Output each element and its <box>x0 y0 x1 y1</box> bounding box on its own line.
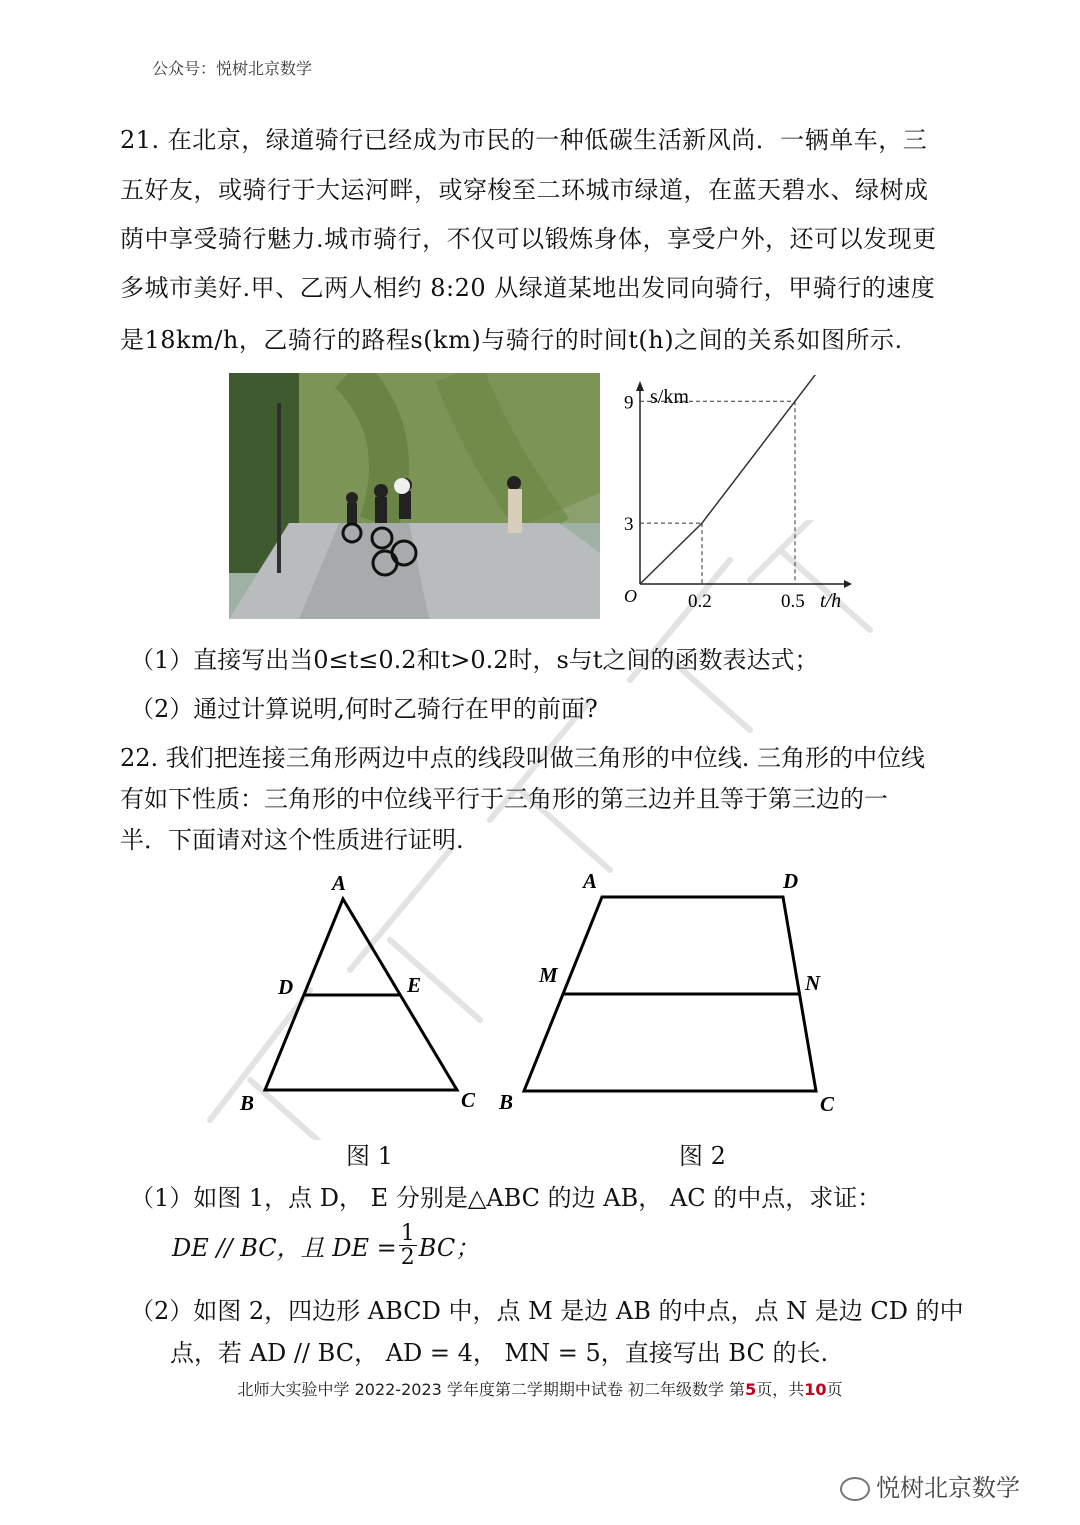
x-axis-arrow <box>844 580 852 588</box>
label-d: D <box>278 975 294 999</box>
q21-line-3: 荫中享受骑行魅力.城市骑行，不仅可以锻炼身体，享受户外，还可以发现更 <box>120 225 937 253</box>
figure-2-trapezoid <box>495 866 845 1122</box>
label-e: E <box>407 973 422 997</box>
label-c: C <box>461 1088 476 1112</box>
label-a: A <box>583 869 598 893</box>
q21-line-2: 五好友，或骑行于大运河畔，或穿梭至二环城市绿道，在蓝天碧水、绿树成 <box>120 176 929 204</box>
label-a: A <box>332 871 347 895</box>
figure-2-caption: 图 2 <box>679 1142 726 1170</box>
q22-sub2-line1: （2）如图 2，四边形 ABCD 中，点 M 是边 AB 的中点，点 N 是边 CD 的中 <box>130 1297 964 1325</box>
q22-sub2-line2: 点，若 AD // BC， AD = 4， MN = 5，直接写出 BC 的长. <box>170 1339 829 1367</box>
x-tick-label: 0.2 <box>688 591 712 612</box>
figure-1-caption: 图 1 <box>346 1142 393 1170</box>
label-m: M <box>539 963 558 987</box>
q22-sub1-line1: （1）如图 1，点 D， E 分别是△ABC 的边 AB， AC 的中点，求证： <box>130 1184 882 1212</box>
q21-line-4: 多城市美好.甲、乙两人相约 8:20 从绿道某地出发同向骑行，甲骑行的速度 <box>120 274 936 302</box>
origin-label: O <box>624 586 637 606</box>
page-footer <box>0 1377 1080 1400</box>
footer-mid: 页，共 <box>756 1380 805 1399</box>
footer-page-number: 5 <box>745 1380 757 1399</box>
y-axis-arrow <box>636 381 644 391</box>
header-account: 公众号：悦树北京数学 <box>152 59 313 78</box>
footer-text: 北师大实验中学 2022-2023 学年度第二学期期中试卷 初二年级数学 第 <box>237 1380 746 1399</box>
q22-sub1-line2 <box>172 1222 479 1269</box>
s-t-graph <box>606 375 856 620</box>
q22-line-1: 22. 我们把连接三角形两边中点的线段叫做三角形的中位线. 三角形的中位线 <box>120 744 926 772</box>
cycling-photo <box>229 373 600 619</box>
q22-sub1-text-a: DE // BC，且 DE = <box>172 1234 397 1263</box>
wechat-icon <box>840 1477 870 1501</box>
label-b: B <box>240 1091 255 1115</box>
q22-line-2: 有如下性质：三角形的中位线平行于三角形的第三边并且等于第三边的一 <box>120 785 888 813</box>
footer-total-pages: 10 <box>804 1380 827 1399</box>
fraction-one-half <box>399 1222 417 1269</box>
x-tick-label: 0.5 <box>781 591 805 612</box>
y-tick-label: 3 <box>624 514 634 536</box>
fraction-denominator: 2 <box>400 1245 415 1271</box>
x-axis-label: t/h <box>820 590 842 612</box>
figure-1-triangle <box>230 866 490 1122</box>
label-c: C <box>820 1092 835 1116</box>
q21-sub1: （1）直接写出当0≤t≤0.2和t>0.2时，s与t之间的函数表达式； <box>130 646 819 674</box>
brand-watermark-text: 悦树北京数学 <box>876 1474 1020 1502</box>
q22-sub1-text-b: BC； <box>418 1234 480 1263</box>
q21-line-1: 21. 在北京，绿道骑行已经成为市民的一种低碳生活新风尚．一辆单车，三 <box>120 126 928 154</box>
q21-sub2: （2）通过计算说明,何时乙骑行在甲的前面? <box>130 695 598 723</box>
label-n: N <box>805 971 821 995</box>
q21-line-5: 是18km/h，乙骑行的路程s(km)与骑行的时间t(h)之间的关系如图所示. <box>120 326 903 354</box>
q22-line-3: 半．下面请对这个性质进行证明. <box>120 826 464 854</box>
y-tick-label: 9 <box>624 392 634 414</box>
fraction-numerator: 1 <box>400 1221 415 1246</box>
footer-end: 页 <box>826 1380 843 1399</box>
y-axis-label: s/km <box>650 386 689 408</box>
label-b: B <box>499 1090 514 1114</box>
label-d: D <box>783 869 799 893</box>
brand-watermark <box>840 1468 1020 1503</box>
